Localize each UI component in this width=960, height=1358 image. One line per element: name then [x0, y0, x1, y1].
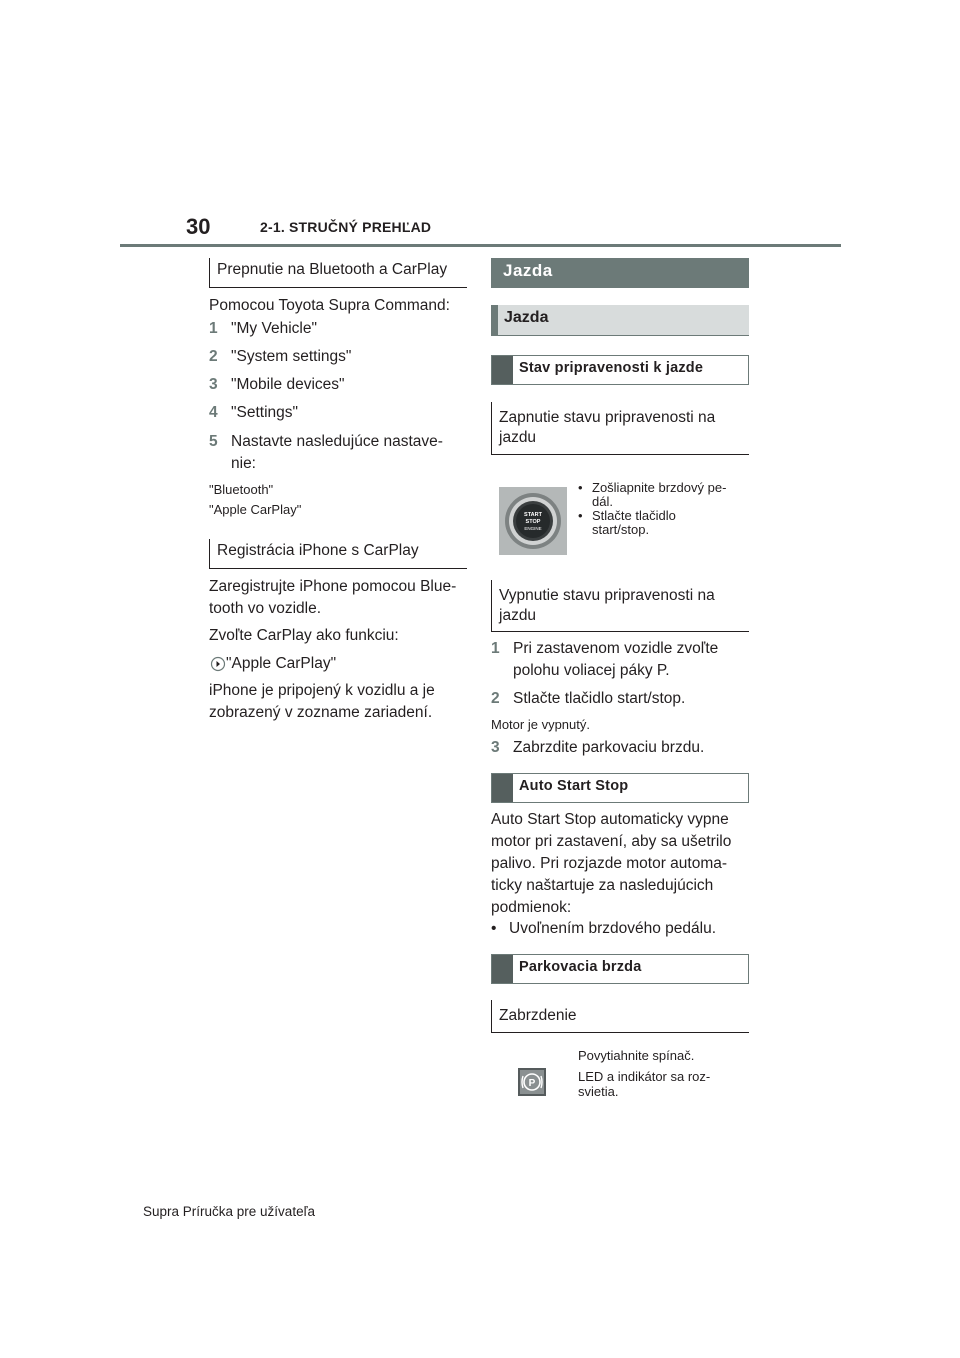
bullet-text: Stlačte tlačidlo: [592, 508, 676, 523]
section-drive-readiness: [491, 355, 749, 385]
step-text: "Mobile devices": [231, 376, 345, 393]
bullet-item: • Stlačte tlačidlo: [578, 508, 676, 523]
paragraph-line: Auto Start Stop automaticky vypne: [491, 811, 729, 828]
start-icon-text: START: [524, 512, 542, 518]
bullet-text: Zošliapnite brzdový pe-: [592, 480, 727, 495]
step-text: "Settings": [231, 404, 299, 421]
parking-instruction-2: [578, 1069, 710, 1099]
step-number: 3: [491, 739, 500, 756]
subsection-apply-brake: [491, 1000, 749, 1033]
parking-instruction-1: Povytiahnite spínač.: [578, 1048, 695, 1063]
engine-icon-text: ENGINE: [524, 526, 542, 531]
step-number: 5: [209, 433, 218, 450]
paragraph-line: podmienok:: [491, 899, 572, 916]
off-step-3: [491, 737, 704, 759]
subsection-line: Zapnutie stavu pripravenosti na: [499, 409, 716, 426]
footer-text: Supra Príručka pre užívateľa: [143, 1204, 316, 1219]
instruction-line: svietia.: [578, 1084, 619, 1099]
subsection-iphone-registration: Registrácia iPhone s CarPlay: [209, 539, 467, 569]
parking-icon-letter: P: [528, 1078, 536, 1089]
subsection-readiness-on: [491, 402, 749, 455]
paragraph-line: motor pri zastavení, aby sa ušetrilo: [491, 833, 732, 850]
auto-start-stop-bullet: • Uvoľnením brzdového pedálu.: [491, 920, 717, 937]
subsection-line: Zabrzdenie: [499, 1007, 577, 1024]
step-text: Stlačte tlačidlo start/stop.: [513, 690, 686, 707]
section-auto-start-stop: [491, 773, 749, 803]
step-text: "System settings": [231, 348, 352, 365]
step-text: Pri zastavenom vozidle zvoľte: [513, 640, 719, 657]
menu-apple-carplay: "Apple CarPlay": [226, 655, 337, 672]
section-label: Parkovacia brzda: [519, 959, 642, 975]
off-step-2: [491, 688, 685, 710]
start-instructions: [578, 481, 748, 537]
menu-arrow-icon: [210, 656, 226, 672]
step-4: [209, 402, 298, 424]
section-marker: [492, 774, 513, 802]
engine-off-note: Motor je vypnutý.: [491, 717, 590, 732]
step-1: [209, 318, 317, 340]
step-5: [209, 431, 443, 453]
intro-text: Pomocou Toyota Supra Command:: [209, 297, 450, 314]
bullet-text: dál.: [592, 494, 613, 509]
subsection-line: Vypnutie stavu pripravenosti na: [499, 587, 715, 604]
bullet-item: [578, 495, 748, 509]
paragraph-line: ticky naštartuje za nasledujúcich: [491, 877, 714, 894]
paragraph-register-b: tooth vo vozidle.: [209, 600, 322, 617]
bullet-item: • Zošliapnite brzdový pe-: [578, 480, 727, 495]
step-2: [209, 346, 351, 368]
section-header-jazda: Jazda: [491, 305, 749, 336]
page-number: 30: [186, 214, 211, 239]
step-text: "My Vehicle": [231, 320, 317, 337]
step-3: [209, 374, 345, 396]
step-number: 2: [209, 348, 218, 365]
step-number: 1: [209, 320, 218, 337]
paragraph-select-carplay: Zvoľte CarPlay ako funkciu:: [209, 627, 399, 644]
step-text: Nastavte nasledujúce nastave-: [231, 433, 443, 450]
subsection-line: jazdu: [499, 607, 537, 624]
section-label: Auto Start Stop: [519, 778, 629, 794]
step-number: 2: [491, 690, 500, 707]
off-step-1-continuation: polohu voliacej páky P.: [513, 662, 670, 679]
auto-start-stop-paragraph: [491, 809, 731, 919]
start-stop-button-icon: [499, 487, 567, 555]
section-marker: [492, 356, 513, 384]
header-rule: [120, 244, 841, 247]
subsection-readiness-off: [491, 580, 749, 632]
paragraph-connected-b: zobrazený v zozname zariadení.: [209, 704, 433, 721]
step-number: 3: [209, 376, 218, 393]
step-number: 4: [209, 404, 218, 421]
bullet-text: start/stop.: [592, 522, 650, 537]
stop-icon-text: STOP: [525, 519, 541, 525]
parking-brake-switch-icon: [518, 1068, 546, 1096]
step-text: Zabrzdite parkovaciu brzdu.: [513, 739, 705, 756]
step-5-continuation: nie:: [231, 455, 256, 472]
paragraph-line: palivo. Pri rozjazde motor automa-: [491, 855, 728, 872]
instruction-line: LED a indikátor sa roz-: [578, 1069, 711, 1084]
paragraph-connected-a: iPhone je pripojený k vozidlu a je: [209, 682, 435, 699]
chapter-header-jazda: Jazda: [491, 258, 749, 288]
subsection-bluetooth-carplay: Prepnutie na Bluetooth a CarPlay: [209, 258, 467, 288]
paragraph-register-a: Zaregistrujte iPhone pomocou Blue-: [209, 578, 457, 595]
off-step-1: [491, 638, 718, 660]
bullet-text: Uvoľnením brzdového pedálu.: [509, 920, 717, 937]
bullet-item: [578, 523, 748, 537]
section-marker: [492, 955, 513, 983]
option-bluetooth: "Bluetooth": [209, 482, 274, 497]
section-parking-brake: [491, 954, 749, 984]
option-carplay: "Apple CarPlay": [209, 502, 302, 517]
section-label: Stav pripravenosti k jazde: [519, 360, 704, 376]
subsection-line: jazdu: [499, 429, 537, 446]
step-number: 1: [491, 640, 500, 657]
section-title: 2-1. STRUČNÝ PREHĽAD: [260, 219, 432, 235]
